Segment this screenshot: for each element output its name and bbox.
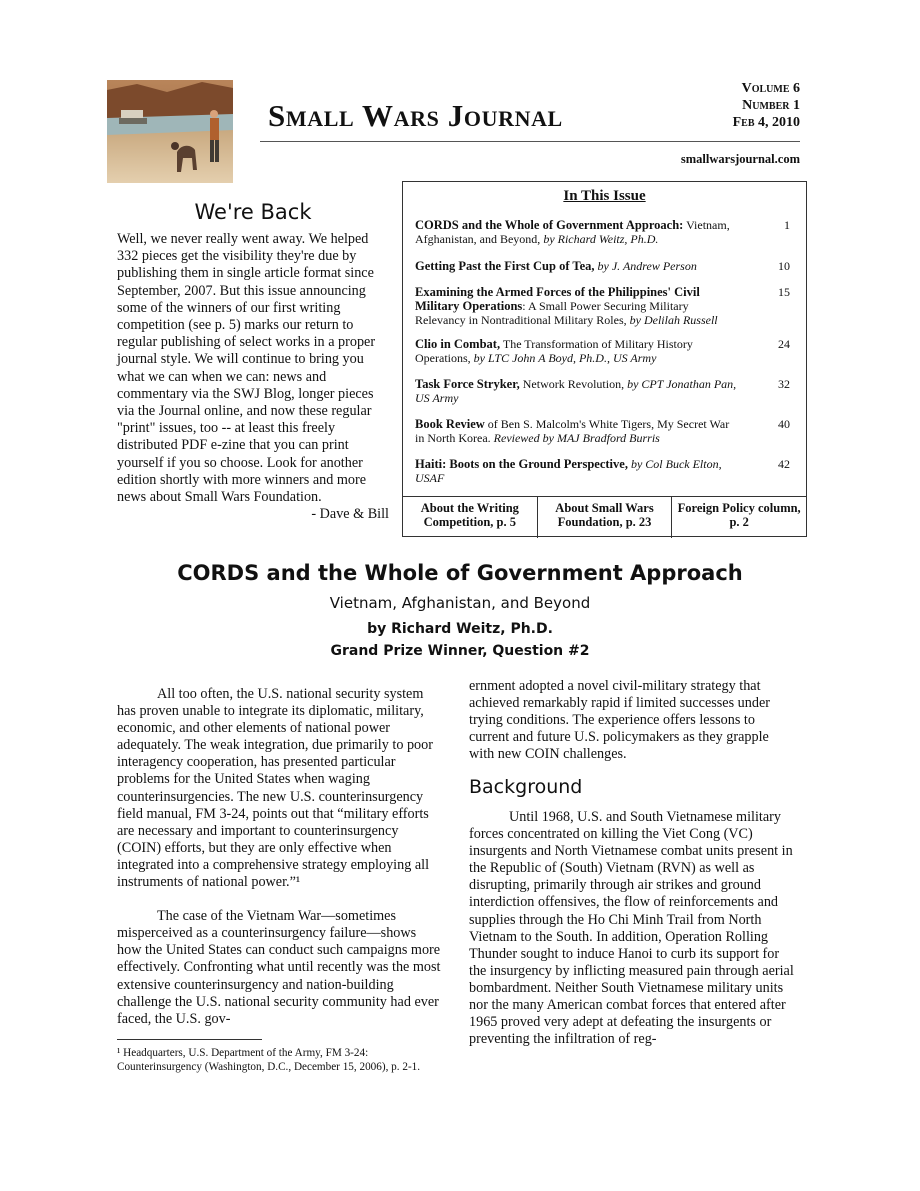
paragraph: Until 1968, U.S. and South Vietnamese military forces concentrated on killing the Viet Cong (VC) insurgents and North Vietnamese combat units present in the Republic of (South) Vietnam (RVN) as well as disrupting, primarily through air strikes and ground interdiction offensives, the flow of reinforcements and supplies through the Ho Chi Minh Trail from North Vietnam to the South. In addition, Operation Rolling Thunder sought to induce Hanoi to curb its support for the insurgency by inflicting measured pain through aerial bombardment. Neither South Vietnamese military units nor the many American combat forces that entered after 1965 proved very adept at defeating the insurgents or preventing the infiltration of reg- xyxy=(469,809,794,1048)
article-column-right-body xyxy=(469,809,796,1048)
toc-item[interactable]: Examining the Armed Forces of the Philippines' Civil Military Operations: A Small Power Securing Military Relevancy in Nontraditional Military Roles, by Delilah Russell 15 xyxy=(415,285,790,328)
toc-page: 24 xyxy=(778,337,790,351)
article-byline: by Richard Weitz, Ph.D. xyxy=(367,621,553,637)
toc-links-row xyxy=(403,496,806,538)
toc-link-foreign-policy[interactable]: Foreign Policy column, p. 2 xyxy=(671,497,806,538)
intro-text xyxy=(117,231,389,523)
intro-body: Well, we never really went away. We helped 332 pieces get the visibility they're due by publishing them in single article format since September, 2007. But this issue announcing some of the winners of our first writing competition (see p. 5) marks our return to regular publishing of select works in a proper journal style. We will continue to bring you what we can when we can: news and commentary via the SWJ Blog, longer pieces via the Journal online, and now these regular "print" issues, too -- at least this freely distributed PDF e-zine that you can print yourself if you so choose. Look for another edition shortly with more winners and more news about Small Wars Foundation. xyxy=(117,231,376,506)
number: Number 1 xyxy=(742,98,800,113)
toc-item[interactable]: Haiti: Boots on the Ground Perspective, by Col Buck Elton, USAF 42 xyxy=(415,457,790,486)
toc-page: 15 xyxy=(778,285,790,299)
toc-item[interactable]: Book Review of Ben S. Malcolm's White Tigers, My Secret War in North Korea. Reviewed by MAJ Bradford Burris 40 xyxy=(415,417,790,446)
article-column-right xyxy=(469,678,796,763)
section-heading: Background xyxy=(469,776,583,798)
in-this-issue-box xyxy=(402,181,807,537)
article-subtitle: Vietnam, Afghanistan, and Beyond xyxy=(329,594,591,612)
article-column-left xyxy=(117,686,444,1028)
toc-page: 10 xyxy=(778,259,790,273)
toc-item[interactable]: Clio in Combat, The Transformation of Military History Operations, by LTC John A Boyd, Ph.D., US Army 24 xyxy=(415,337,790,366)
volume: Volume 6 xyxy=(741,81,800,96)
paragraph: The case of the Vietnam War—sometimes misperceived as a counterinsurgency failure—shows how the United States can conduct such campaigns more effectively. Confronting what until recently was the most extensive counterinsurgency and nation-building challenge the U.S. national security community had ever faced, the U.S. gov- xyxy=(117,908,441,1027)
toc-page: 1 xyxy=(784,218,790,232)
journal-title: Small Wars Journal xyxy=(268,98,563,133)
issue-date: Feb 4, 2010 xyxy=(732,115,800,130)
article-award: Grand Prize Winner, Question #2 xyxy=(330,643,590,659)
toc-page: 32 xyxy=(778,377,790,391)
toc-item[interactable]: CORDS and the Whole of Government Approach: Vietnam, Afghanistan, and Beyond, by Richard Weitz, Ph.D. 1 xyxy=(415,218,790,247)
footnote-rule xyxy=(117,1039,262,1040)
intro-heading: We're Back xyxy=(194,200,312,224)
toc-item[interactable]: Task Force Stryker, Network Revolution, by CPT Jonathan Pan, US Army 32 xyxy=(415,377,790,406)
toc-link-small-wars-foundation[interactable]: About Small Wars Foundation, p. 23 xyxy=(537,497,672,538)
footnote: ¹ Headquarters, U.S. Department of the Army, FM 3-24: Counterinsurgency (Washington, D.C., December 15, 2006), p. 2-1. xyxy=(117,1047,421,1073)
masthead-rule xyxy=(260,141,800,142)
issue-info xyxy=(733,80,800,131)
masthead-photo xyxy=(107,80,233,183)
paragraph: All too often, the U.S. national security system has proven unable to integrate its diplomatic, military, economic, and other elements of national power adequately. The weak integration, due primarily to poor interagency cooperation, has presented particular problems for the United States when waging counterinsurgencies. The new U.S. counterinsurgency field manual, FM 3-24, points out that “military efforts are necessary and important to counterinsurgency (COIN) efforts, but they are only effective when integrated into a comprehensive strategy employing all instruments of national power.”¹ xyxy=(117,686,433,891)
toc-link-writing-competition[interactable]: About the Writing Competition, p. 5 xyxy=(420,501,519,529)
toc-heading: In This Issue xyxy=(563,188,646,204)
site-link[interactable]: smallwarsjournal.com xyxy=(680,152,800,166)
toc-item[interactable]: Getting Past the First Cup of Tea, by J. Andrew Person 10 xyxy=(415,259,790,273)
article-title: CORDS and the Whole of Government Approach xyxy=(177,561,743,585)
paragraph: ernment adopted a novel civil-military strategy that achieved remarkably rapid if limited successes under trying conditions. The experience offers lessons to current and future U.S. policymakers as they grapple with new COIN challenges. xyxy=(469,678,770,763)
toc-page: 40 xyxy=(778,417,790,431)
intro-signature: - Dave & Bill xyxy=(311,506,389,523)
toc-page: 42 xyxy=(778,457,790,471)
